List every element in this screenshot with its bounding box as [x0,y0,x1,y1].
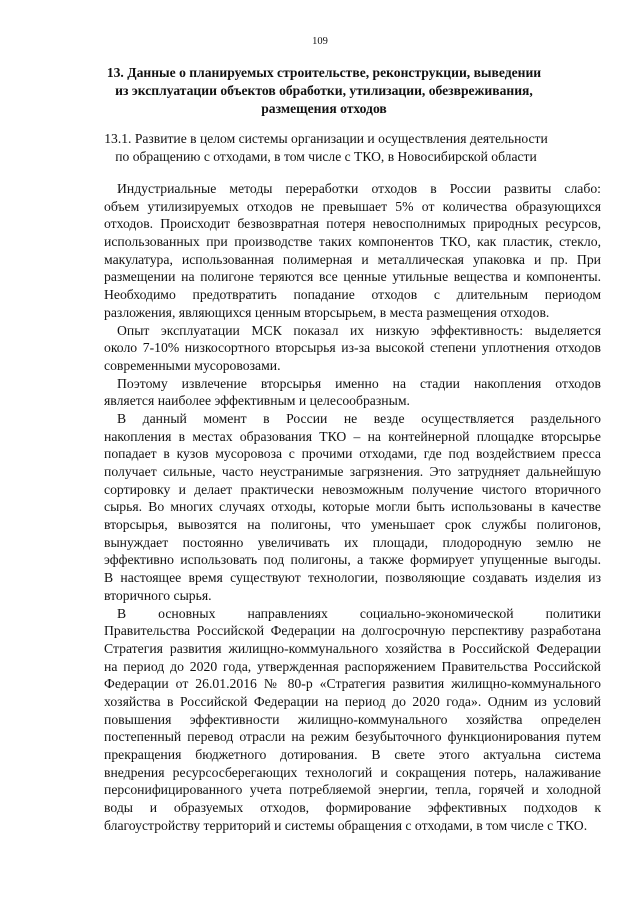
text-line: сырья. Во многих случаях отходы, которые могли быть использованы в качестве [104,499,601,515]
text-line: получает сильные, часто неустранимые загрязнения. Это затрудняет дальнейшую [104,464,601,479]
text-line: постепенный перевод отрасли на режим безубыточного функционирования путем [104,729,601,745]
text-line: современными мусоровозами. [104,357,281,373]
text-line: В данный момент в России не везде осуществляется раздельного [117,410,601,426]
text-line: повышения эффективности жилищно-коммунального хозяйства определен [104,711,601,727]
text-line: отходов. Происходит безвозвратная потеря невосполнимых природных ресурсов, [104,216,601,232]
text-line: накопления в местах образования ТКО – на контейнерной площадке вторсырье [104,428,601,444]
text-line: внедрения ресурсосберегающих технологий и сокращения потерь, налаживание [104,764,601,780]
text-line: вторичного сырья. [104,587,212,603]
text-line: вторсырья, вывозятся на полигоны, что уменьшает срок службы полигонов, [104,517,601,533]
text-line: попадает в кузов мусоровоза с прочими отходами, где под воздействием пресса [104,446,601,462]
text-line: персонифицированного учета потребляемой энергии, тепла, горячей и холодной [104,782,601,798]
text-line: макулатура, использованная полимерная и металлическая упаковка и пр. При [104,251,601,267]
text-line: Опыт эксплуатации МСК показал их низкую эффективность: выделяется [117,322,601,338]
text-line: В настоящее время существуют технологии, позволяющие создавать изделия из [104,570,601,586]
text-line: Федерации от 26.01.2016 № 80-р «Стратегия развития жилищно-коммунального [104,676,601,692]
page-number: 109 [312,36,328,47]
text-line: объем утилизируемых отходов не превышает 5% от количества образующихся [104,198,601,214]
text-line: на период до 2020 года, утвержденная распоряжением Правительства Российской [104,658,601,674]
subsection-title [96,130,556,166]
section-title-line: 13. Данные о планируемых строительстве, реконструкции, выведении [106,65,542,80]
text-line: разложения, являющихся ценным вторсырьем, в места размещения отходов. [104,304,550,320]
text-line: вынуждает постоянно увеличивать их площади, плодородную землю не [104,534,601,550]
text-line: Поэтому извлечение вторсырья именно на стадии накопления отходов [117,375,601,391]
text-line: благоустройству территорий и системы обращения с отходами, в том числе с ТКО. [104,817,588,833]
text-line: прекращения бюджетного дотирования. В свете этого актуальна система [104,747,601,762]
section-title-line: из эксплуатации объектов обработки, утилизации, обезвреживания, [115,83,533,98]
text-line: эффективно использовать под полигоны, а также формирует упущенные выгоды. [104,552,601,568]
text-line: сортировку и делает практически невозможным получение чистого вторичного [104,481,601,497]
text-line: хозяйства в Российской Федерации на период до 2020 года». Одним из условий [104,693,601,709]
section-title [96,64,552,118]
section-title-line: размещения отходов [261,101,387,116]
text-line: Необходимо предотвратить попадание отходов с длительным периодом [104,287,601,303]
text-line: Правительства Российской Федерации на долгосрочную перспективу разработана [104,623,601,639]
text-line: В основных направлениях социально-экономической политики [117,605,601,621]
body-text [104,180,601,834]
text-line: использованных при производстве таких компонентов ТКО, как пластик, стекло, [104,234,601,250]
subsection-title-line: 13.1. Развитие в целом системы организации и осуществления деятельности [104,131,548,146]
text-line: Индустриальные методы переработки отходов в России развиты слабо: [117,181,601,196]
text-line: размещении на полигоне теряются все ценные утильные вещества и компоненты. [104,269,601,285]
text-line: Стратегия развития жилищно-коммунального хозяйства в Российской Федерации [104,640,601,656]
text-line: около 7-10% низкосортного вторсырья из-за высокой степени уплотнения отходов [104,340,601,356]
subsection-title-line: по обращению с отходами, в том числе с ТКО, в Новосибирской области [115,149,537,164]
text-line: является наиболее эффективным и целесообразным. [104,393,410,409]
text-line: воды и образуемых отходов, формирование эффективных подходов к [104,800,601,816]
